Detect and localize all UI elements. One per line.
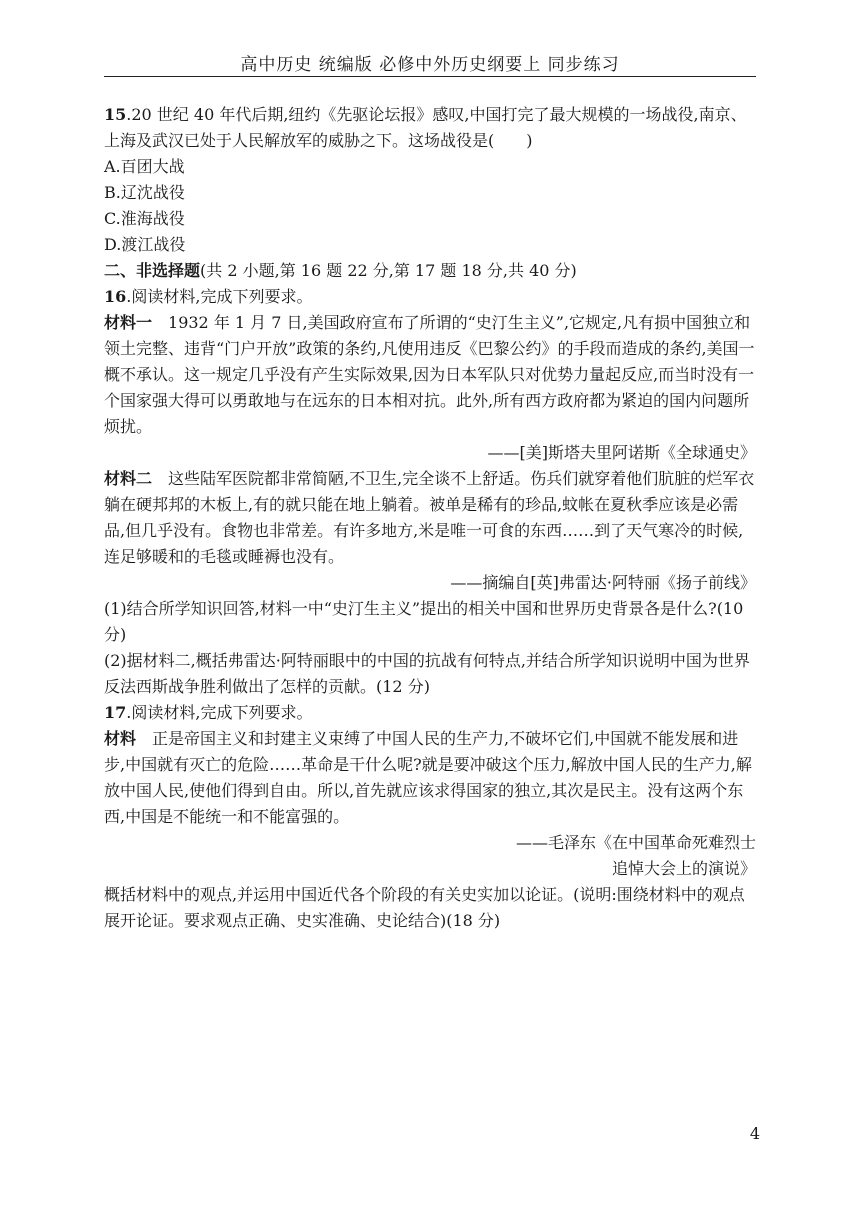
- header-divider: [104, 76, 756, 77]
- material: [104, 726, 756, 830]
- section-info: (共 2 小题,第 16 题 22 分,第 17 题 18 分,共 40 分): [200, 261, 577, 280]
- exercise-content: [104, 102, 756, 934]
- question-number: 16: [104, 287, 127, 306]
- material-label: 材料二: [104, 469, 153, 488]
- page-number: 4: [749, 1124, 760, 1143]
- section-heading: [104, 258, 756, 284]
- sub-question-2: (2)据材料二,概括弗雷达·阿特丽眼中的中国的抗战有何特点,并结合所学知识说明中国为世界反法西斯战争胜利做出了怎样的贡献。(12 分): [104, 651, 750, 696]
- option-c: C.淮海战役: [104, 209, 185, 228]
- question-15-stem: [104, 102, 756, 154]
- material-source-line-2: 追悼大会上的演说》: [611, 859, 756, 878]
- material-source-line-1: ——毛泽东《在中国革命死难烈士: [515, 833, 756, 852]
- question-16-intro: [104, 284, 756, 310]
- question-17-intro: [104, 700, 756, 726]
- material-1: [104, 310, 756, 440]
- material-label: 材料: [104, 729, 137, 748]
- material-1-source: ——[美]斯塔夫里阿诺斯《全球通史》: [487, 443, 756, 462]
- question-text: .20 世纪 40 年代后期,纽约《先驱论坛报》感叹,中国打完了最大规模的一场战役,南京、上海及武汉已处于人民解放军的威胁之下。这场战役是( ): [104, 105, 747, 150]
- option-d: D.渡江战役: [104, 235, 186, 254]
- option-b: B.辽沈战役: [104, 183, 185, 202]
- question-text: .阅读材料,完成下列要求。: [126, 703, 313, 722]
- question-number: 15: [104, 105, 127, 124]
- question-17-task: 概括材料中的观点,并运用中国近代各个阶段的有关史实加以论证。(说明:围绕材料中的观点展开论证。要求观点正确、史实准确、史论结合)(18 分): [104, 885, 745, 930]
- material-label: 材料一: [104, 313, 153, 332]
- question-text: .阅读材料,完成下列要求。: [126, 287, 313, 306]
- material-text: 正是帝国主义和封建主义束缚了中国人民的生产力,不破坏它们,中国就不能发展和进步,中国就有灭亡的危险……革命是干什么呢?就是要冲破这个压力,解放中国人民的生产力,解放中国人民,使他们得到自由。所以,首先就应该求得国家的独立,其次是民主。没有这两个东西,中国是不能统一和不能富强的。: [104, 729, 752, 826]
- sub-question-1: (1)结合所学知识回答,材料一中“史汀生主义”提出的相关中国和世界历史背景各是什么?(10 分): [104, 599, 744, 644]
- material-2: [104, 466, 756, 570]
- page-header: 高中历史 统编版 必修中外历史纲要上 同步练习: [240, 55, 620, 75]
- material-text: 这些陆军医院都非常简陋,不卫生,完全谈不上舒适。伤兵们就穿着他们肮脏的烂军衣躺在硬邦邦的木板上,有的就只能在地上躺着。被单是稀有的珍品,蚊帐在夏秋季应该是必需品,但几乎没有。食物也非常差。有许多地方,米是唯一可食的东西……到了天气寒冷的时候,连足够暖和的毛毯或睡褥也没有。: [104, 469, 755, 566]
- material-text: 1932 年 1 月 7 日,美国政府宣布了所谓的“史汀生主义”,它规定,凡有损中国独立和领土完整、违背“门户开放”政策的条约,凡使用违反《巴黎公约》的手段而造成的条约,美国一概不承认。这一规定几乎没有产生实际效果,因为日本军队只对优势力量起反应,而当时没有一个国家强大得可以勇敢地与在远东的日本相对抗。此外,所有西方政府都为紧迫的国内问题所烦扰。: [104, 313, 755, 436]
- section-title: 二、非选择题: [104, 261, 201, 280]
- option-a: A.百团大战: [104, 157, 185, 176]
- question-number: 17: [104, 703, 127, 722]
- material-2-source: ——摘编自[英]弗雷达·阿特丽《扬子前线》: [450, 573, 756, 592]
